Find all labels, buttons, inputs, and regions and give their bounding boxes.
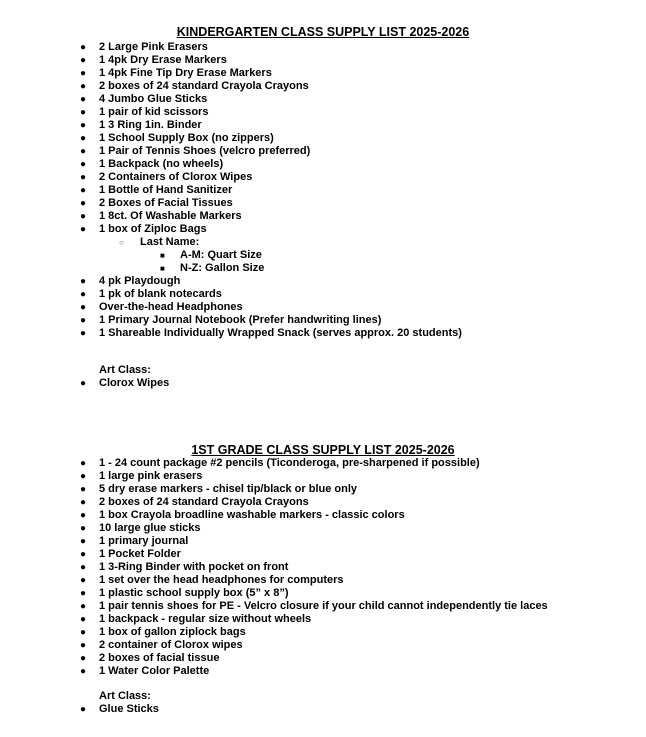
bullet-icon: ●: [80, 653, 87, 664]
list-item-text: 1 large pink erasers: [99, 470, 203, 482]
list-item-text: 4 pk Playdough: [99, 275, 181, 287]
list-item-text: 4 Jumbo Glue Sticks: [99, 93, 208, 105]
list-item-text: Glue Sticks: [99, 703, 159, 715]
bullet-icon: ●: [80, 704, 87, 715]
list-item: [0, 145, 646, 158]
list-item: [0, 132, 646, 145]
list-item: [0, 639, 646, 652]
bullet-icon: ●: [80, 120, 87, 131]
list-item-text: 2 Large Pink Erasers: [99, 41, 208, 53]
list-item: [0, 509, 646, 522]
bullet-icon: ●: [80, 627, 87, 638]
list-item: [0, 377, 646, 390]
bullet-icon: ●: [80, 562, 87, 573]
list-item-text: 1 4pk Dry Erase Markers: [99, 54, 227, 66]
list-item-text: 1 Primary Journal Notebook (Prefer handwriting lines): [99, 314, 382, 326]
list-item: [0, 54, 646, 67]
list-item: [0, 80, 646, 93]
bullet-icon: ●: [80, 289, 87, 300]
bullet-icon: ●: [80, 378, 87, 389]
list-item-text: 2 boxes of facial tissue: [99, 652, 220, 664]
sub-sub-list-item: [0, 262, 646, 275]
list-item: [0, 574, 646, 587]
bullet-icon: ●: [80, 276, 87, 287]
list-item-text: 2 container of Clorox wipes: [99, 639, 243, 651]
bullet-icon: ●: [80, 172, 87, 183]
list-item-text: 10 large glue sticks: [99, 522, 201, 534]
list-item: [0, 327, 646, 340]
list-item-text: 1 3-Ring Binder with pocket on front: [99, 561, 289, 573]
list-item: [0, 197, 646, 210]
sub-list-item: [0, 236, 646, 249]
bullet-icon: ●: [80, 211, 87, 222]
bullet-icon: ●: [80, 549, 87, 560]
list-item: [0, 158, 646, 171]
list-item: [0, 600, 646, 613]
bullet-icon: ●: [80, 315, 87, 326]
sub-item-text: A-M: Quart Size: [180, 249, 262, 261]
bullet-icon: ●: [80, 94, 87, 105]
list-item: [0, 314, 646, 327]
list-item-text: Over-the-head Headphones: [99, 301, 243, 313]
bullet-icon: ●: [80, 471, 87, 482]
kindergarten-art-class-label: Art Class:: [99, 364, 151, 376]
bullet-icon: ●: [80, 588, 87, 599]
list-item-text: 1 backpack - regular size without wheels: [99, 613, 312, 625]
bullet-icon: ●: [80, 198, 87, 209]
bullet-icon: ●: [80, 185, 87, 196]
list-item-text: 1 box of Ziploc Bags: [99, 223, 207, 235]
bullet-icon: ●: [80, 497, 87, 508]
bullet-icon: ●: [80, 146, 87, 157]
list-item: [0, 496, 646, 509]
list-item: [0, 106, 646, 119]
list-item-text: 1 pk of blank notecards: [99, 288, 222, 300]
bullet-icon: ●: [80, 536, 87, 547]
list-item-text: 2 Containers of Clorox Wipes: [99, 171, 253, 183]
list-item-text: 5 dry erase markers - chisel tip/black or blue only: [99, 483, 358, 495]
list-item-text: 1 Bottle of Hand Sanitizer: [99, 184, 233, 196]
list-item: [0, 665, 646, 678]
list-item-text: 1 4pk Fine Tip Dry Erase Markers: [99, 67, 272, 79]
bullet-icon: ●: [80, 666, 87, 677]
list-item-text: 1 3 Ring 1in. Binder: [99, 119, 202, 131]
list-item-text: 1 8ct. Of Washable Markers: [99, 210, 242, 222]
list-item: [0, 210, 646, 223]
bullet-icon: ●: [80, 302, 87, 313]
list-item-text: 1 School Supply Box (no zippers): [99, 132, 274, 144]
list-item-text: 1 pair tennis shoes for PE - Velcro closure if your child cannot independently tie laces: [99, 600, 548, 612]
list-item: [0, 184, 646, 197]
bullet-icon: ●: [80, 640, 87, 651]
list-item-text: 1 box Crayola broadline washable markers - classic colors: [99, 509, 405, 521]
bullet-icon: ●: [80, 224, 87, 235]
list-item: [0, 561, 646, 574]
list-item: [0, 626, 646, 639]
list-item: [0, 223, 646, 236]
list-item: [0, 93, 646, 106]
sub-sub-list-item: [0, 249, 646, 262]
last-name-label: Last Name:: [140, 236, 200, 248]
list-item-text: Clorox Wipes: [99, 377, 170, 389]
list-item-text: 1 primary journal: [99, 535, 189, 547]
bullet-icon: ●: [80, 523, 87, 534]
bullet-icon: ●: [80, 614, 87, 625]
list-item: [0, 522, 646, 535]
kindergarten-title: KINDERGARTEN CLASS SUPPLY LIST 2025-2026: [176, 25, 470, 39]
kindergarten-supply-list: [0, 41, 646, 340]
bullet-icon: ●: [80, 81, 87, 92]
list-item-text: 1 Pocket Folder: [99, 548, 181, 560]
list-item-text: 1 plastic school supply box (5” x 8”): [99, 587, 289, 599]
list-item: [0, 587, 646, 600]
list-item: [0, 301, 646, 314]
list-item-text: 1 box of gallon ziplock bags: [99, 626, 246, 638]
bullet-icon: ●: [80, 328, 87, 339]
list-item: [0, 613, 646, 626]
list-item: [0, 171, 646, 184]
list-item-text: 1 - 24 count package #2 pencils (Ticonderoga, pre-sharpened if possible): [99, 457, 480, 469]
list-item-text: 2 boxes of 24 standard Crayola Crayons: [99, 80, 309, 92]
sub-item-text: N-Z: Gallon Size: [180, 262, 265, 274]
list-item: [0, 470, 646, 483]
square-bullet-icon: ■: [160, 264, 165, 273]
list-item-text: 1 Water Color Palette: [99, 665, 210, 677]
first-grade-supply-list: [0, 457, 646, 678]
list-item: [0, 275, 646, 288]
hollow-bullet-icon: ○: [119, 238, 124, 247]
list-item: [0, 703, 646, 716]
first-grade-title: 1ST GRADE CLASS SUPPLY LIST 2025-2026: [191, 443, 455, 457]
list-item-text: 2 boxes of 24 standard Crayola Crayons: [99, 496, 309, 508]
square-bullet-icon: ■: [160, 251, 165, 260]
first-grade-art-class-label: Art Class:: [99, 690, 151, 702]
list-item: [0, 119, 646, 132]
bullet-icon: ●: [80, 55, 87, 66]
kindergarten-art-list: [0, 377, 646, 390]
list-item: [0, 457, 646, 470]
bullet-icon: ●: [80, 107, 87, 118]
bullet-icon: ●: [80, 575, 87, 586]
list-item-text: 1 Backpack (no wheels): [99, 158, 224, 170]
list-item-text: 1 pair of kid scissors: [99, 106, 209, 118]
list-item: [0, 41, 646, 54]
list-item: [0, 288, 646, 301]
bullet-icon: ●: [80, 510, 87, 521]
list-item: [0, 652, 646, 665]
list-item-text: 2 Boxes of Facial Tissues: [99, 197, 233, 209]
list-item: [0, 483, 646, 496]
list-item-text: 1 Pair of Tennis Shoes (velcro preferred): [99, 145, 311, 157]
bullet-icon: ●: [80, 601, 87, 612]
bullet-icon: ●: [80, 458, 87, 469]
list-item: [0, 548, 646, 561]
bullet-icon: ●: [80, 68, 87, 79]
list-item: [0, 67, 646, 80]
list-item-text: 1 set over the head headphones for computers: [99, 574, 344, 586]
first-grade-art-list: [0, 703, 646, 716]
bullet-icon: ●: [80, 484, 87, 495]
list-item: [0, 535, 646, 548]
bullet-icon: ●: [80, 159, 87, 170]
bullet-icon: ●: [80, 42, 87, 53]
list-item-text: 1 Shareable Individually Wrapped Snack (serves approx. 20 students): [99, 327, 462, 339]
bullet-icon: ●: [80, 133, 87, 144]
